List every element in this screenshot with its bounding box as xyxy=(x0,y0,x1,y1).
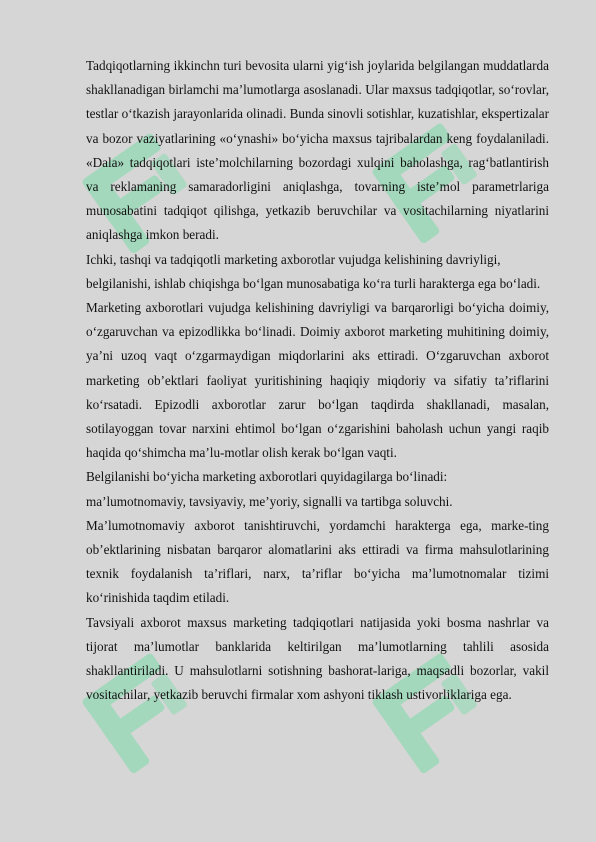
paragraph: Ichki, tashqi va tadqiqotli marketing axborotlar vujudga kelishining davriyligi, belgilanishi, ishlab chiqishga bo‘lgan munosabatiga ko‘ra turli harakterga ega bo‘ladi. xyxy=(86,251,541,291)
paragraph: Tavsiyali axborot maxsus marketing tadqiqotlari natijasida yoki bosma nashrlar va tijorat ma’lumotlar banklarida keltirilgan ma’lumotlarning tahlili asosida shakllantiriladi. U mahsulotlarni sotishning bashorat-lariga, maqsadli bozorlar, vakil vositachilar, yetkazib beruvchi firmalar xom ashyoni tiklash ustivorliklariga ega. xyxy=(86,614,549,703)
document-body xyxy=(86,54,549,707)
paragraph: Marketing axborotlari vujudga kelishining davriyligi va barqarorligi bo‘yicha doimiy, o‘zgaruvchan va epizodlikka bo‘linadi. Doimiy axborot marketing muhitining doimiy, ya’ni uzoq vaqt o‘zgarmaydigan miqdorlarini aks ettiradi. O‘zgaruvchan axborot marketing ob’ektlari faoliyat yuritishining haqiqiy miqdoriy va sifatiy ta’riflarini ko‘rsatadi. Epizodli axborotlar zarur bo‘lgan taqdirda shakllanadi, masalan, sotilayoggan tovar narxini ehtimol bo‘lgan o‘zgarishini baholash uchun yangi raqib haqida qo‘shimcha ma’lu-motlar olish kerak bo‘lgan vaqti. xyxy=(86,300,549,461)
paragraph: Ma’lumotnomaviy axborot tanishtiruvchi, yordamchi harakterga ega, marke-ting ob’ektlarining nisbatan barqaror alomatlarini aks ettiradi va firma mahsulotlarining texnik foydalanish ta’riflari, narx, ta’riflar bo‘yicha ma’lumotnomalar tizimi ko‘rinishida taqdim etiladi. xyxy=(86,517,549,606)
paragraph: Belgilanishi bo‘yicha marketing axborotlari quyidagilarga bo‘linadi: xyxy=(86,469,448,485)
paragraph: Tadqiqotlarning ikkinchn turi bevosita ularni yig‘ish joylarida belgilangan muddatlarda shakllanadigan birlamchi ma’lumotlarga asoslanadi. Ular maxsus tadqiqotlar, so‘rovlar, testlar o‘tkazish jarayonlarida olinadi. Bunda sinovli sotishlar, kuzatishlar, ekspertizalar va bozor vaziyatlarining «o‘ynashi» bo‘yicha maxsus tajribalardan keng foydalaniladi. «Dala» tadqiqotlari iste’molchilarning bozordagi xulqini baholashga, rag‘batlantirish va reklamaning samaradorligini aniqlashga, tovarning iste’mol parametrlariga munosabatini tadqiqot qilishga, yetkazib beruvchilar va vositachilarning niyatlarini aniqlashga imkon beradi. xyxy=(86,58,549,243)
paragraph: ma’lumotnomaviy, tavsiyaviy, me’yoriy, signalli va tartibga soluvchi. xyxy=(86,493,453,509)
